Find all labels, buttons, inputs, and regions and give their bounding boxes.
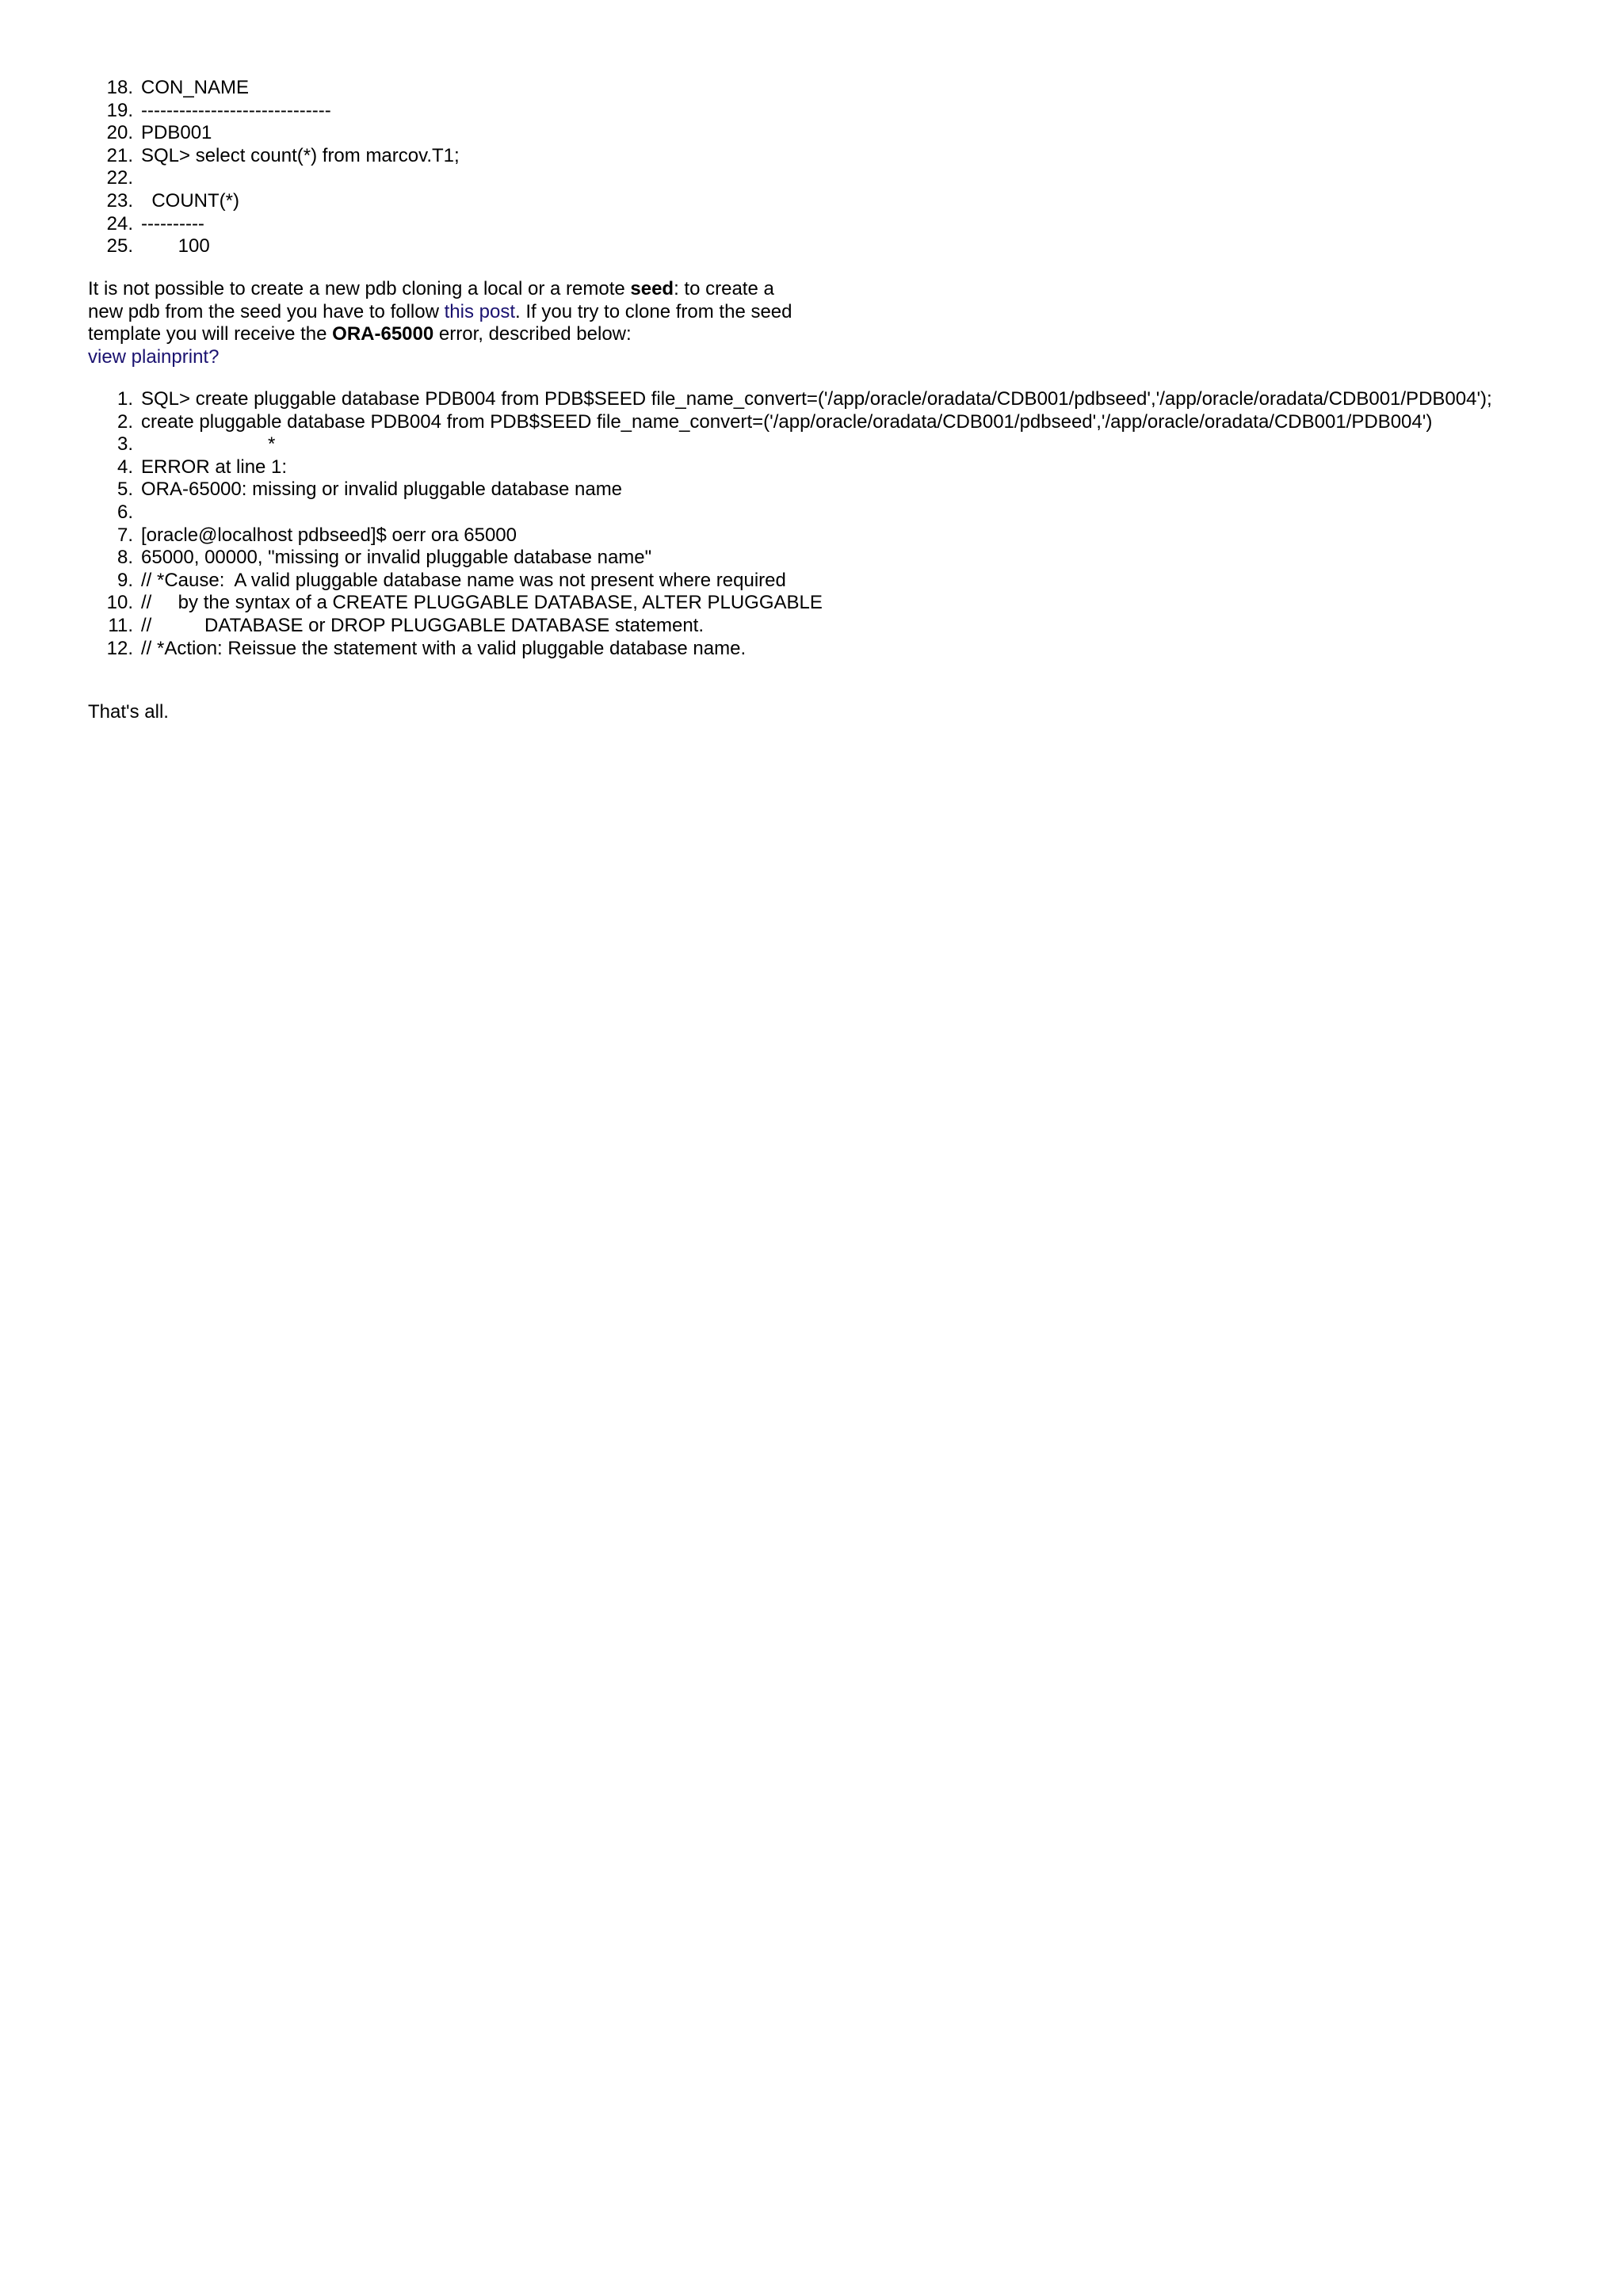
line-number: 1. xyxy=(116,388,133,410)
line-number: 24. xyxy=(106,212,133,235)
line-number: 10. xyxy=(106,592,133,614)
code-text: ---------- xyxy=(141,212,204,235)
code-text: SQL> create pluggable database PDB004 from PDB$SEED file_name_convert=('/app/oracle/oradata/CDB001/pdbseed','/app/oracle/oradata/CDB001/PDB004'); xyxy=(141,388,1492,410)
paragraph-text: template you will receive the xyxy=(88,323,333,345)
line-number: 6. xyxy=(116,501,133,523)
explanation-paragraph xyxy=(88,278,880,368)
code-text: ------------------------------ xyxy=(141,99,331,121)
paragraph-text: . If you try to clone from the seed xyxy=(515,300,792,322)
code-text: 100 xyxy=(141,235,210,257)
code-text: // by the syntax of a CREATE PLUGGABLE DATABASE, ALTER PLUGGABLE xyxy=(141,592,823,614)
this-post-link[interactable]: this post xyxy=(444,300,515,322)
line-number: 22. xyxy=(106,167,133,189)
line-number: 5. xyxy=(116,479,133,501)
line-number: 7. xyxy=(116,524,133,546)
paragraph-text: error, described below: xyxy=(433,323,632,345)
code-text: ERROR at line 1: xyxy=(141,456,288,478)
print-link[interactable]: print xyxy=(171,345,209,368)
code-text: 65000, 00000, "missing or invalid pluggable database name" xyxy=(141,547,652,569)
paragraph-text: : to create a xyxy=(674,278,774,299)
line-number: 12. xyxy=(106,637,133,659)
line-number: 2. xyxy=(116,410,133,433)
line-number: 8. xyxy=(116,547,133,569)
paragraph-text: It is not possible to create a new pdb cloning a local or a remote xyxy=(88,278,631,299)
line-number: 4. xyxy=(116,456,133,478)
bold-term-seed: seed xyxy=(630,278,674,299)
line-number: 25. xyxy=(106,235,133,257)
view-plain-link[interactable]: view plain xyxy=(88,345,172,368)
code-text: ORA-65000: missing or invalid pluggable database name xyxy=(141,479,623,501)
line-number: 11. xyxy=(108,614,133,636)
code-text: // *Cause: A valid pluggable database name was not present where required xyxy=(141,569,786,591)
code-text: COUNT(*) xyxy=(141,189,239,212)
line-number: 20. xyxy=(106,122,133,144)
code-text: create pluggable database PDB004 from PDB$SEED file_name_convert=('/app/oracle/oradata/CDB001/pdbseed','/app/oracle/oradata/CDB001/PDB004') xyxy=(141,410,1433,433)
code-text: [oracle@localhost pdbseed]$ oerr ora 65000 xyxy=(141,524,517,546)
line-number: 19. xyxy=(106,99,133,121)
bold-term-ora-65000: ORA-65000 xyxy=(332,323,434,345)
line-number: 23. xyxy=(106,189,133,212)
code-text: PDB001 xyxy=(141,122,212,144)
code-text: * xyxy=(141,433,276,456)
line-number: 9. xyxy=(116,569,133,591)
line-number: 3. xyxy=(116,433,133,456)
help-link[interactable]: ? xyxy=(208,345,220,368)
code-text: SQL> select count(*) from marcov.T1; xyxy=(141,144,460,166)
code-text: CON_NAME xyxy=(141,77,250,98)
paragraph-text: new pdb from the seed you have to follow xyxy=(88,300,445,322)
line-number: 21. xyxy=(106,144,133,166)
line-number: 18. xyxy=(106,77,133,98)
closing-text: That's all. xyxy=(88,701,169,723)
code-text: // DATABASE or DROP PLUGGABLE DATABASE statement. xyxy=(141,614,705,636)
code-text: // *Action: Reissue the statement with a valid pluggable database name. xyxy=(141,637,747,659)
